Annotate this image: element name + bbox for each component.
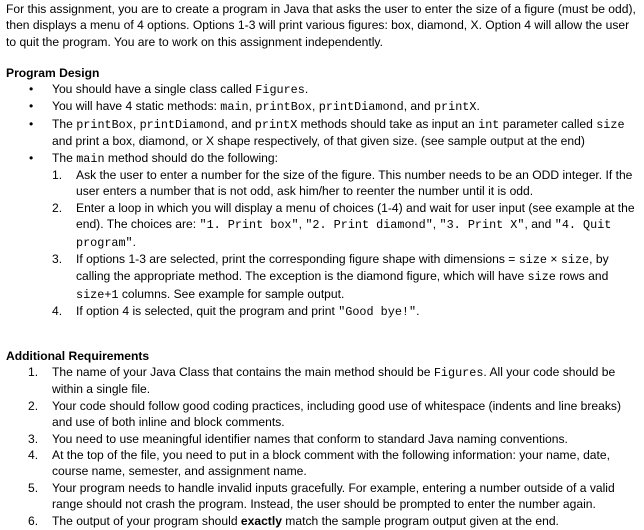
- main-step-3: 3. If options 1-3 are selected, print the corresponding figure shape with dimensions = size × size, by calling the appropriate method. The exception is the diamond figure, which will have size rows and size+1 columns. See example for sample output.: [52, 252, 609, 302]
- design-item-class: • You should have a single class called Figures.: [29, 82, 309, 97]
- requirement-5: 5. Your program needs to handle invalid inputs gracefully. For example, entering a number outside of a valid range should not crash the program. Instead, the user should be prompted to enter the number again.: [28, 480, 615, 512]
- requirement-4: 4. At the top of the file, you need to put in a block comment with the following information: your name, date, course name, semester, and assignment name.: [28, 448, 610, 479]
- bullet-icon: •: [29, 150, 34, 165]
- program-design-heading: Program Design: [6, 66, 100, 80]
- main-step-2: 2. Enter a loop in which you will display a menu of choices (1-4) and wait for user input (see example at the end). The choices are: "1. Print box", "2. Print diamond", "3. Print X", and "4. Quit program".: [52, 200, 635, 250]
- main-steps-list: [52, 167, 640, 321]
- intro-paragraph: For this assignment, you are to create a program in Java that asks the user to enter the size of a figure (must be odd), then displays a menu of 4 options. Options 1-3 will print various figures: box, diamond, X. Option 4 will allow the user to quit the program. You are to work on this assignment independently.: [6, 2, 636, 49]
- requirement-1: 1. The name of your Java Class that contains the main method should be Figures. All your code should be within a single file.: [28, 365, 616, 397]
- additional-requirements-list: [0, 364, 632, 529]
- requirement-2: 2. Your code should follow good coding practices, including good use of whitespace (indents and line breaks) and use of both inline and block comments.: [28, 398, 621, 430]
- requirement-3: 3. You need to use meaningful identifier names that conform to standard Java naming conventions.: [28, 431, 568, 446]
- program-design-list: [0, 81, 640, 321]
- additional-requirements-heading: Additional Requirements: [6, 349, 150, 363]
- bullet-icon: •: [29, 116, 34, 131]
- design-item-parameters: • The printBox, printDiamond, and printX methods should take as input an int parameter called size and print a box, diamond, or X shape respectively, of that given size. (see sample output at the end): [29, 116, 625, 149]
- main-step-1: 1. Ask the user to enter a number for the size of the figure. This number needs to be an ODD integer. If the user enters a number that is not odd, ask him/her to reenter the number until it is odd.: [52, 168, 633, 199]
- main-step-4: 4. If option 4 is selected, quit the program and print "Good bye!".: [52, 304, 420, 320]
- design-item-methods: • You will have 4 static methods: main, printBox, printDiamond, and printX.: [29, 99, 480, 115]
- bullet-icon: •: [29, 99, 34, 114]
- bullet-icon: •: [29, 82, 34, 96]
- requirement-6: 6. The output of your program should exactly match the sample program output given at the end.: [28, 513, 559, 528]
- design-item-main: • The main method should do the following: 1. Ask the user to enter a number for the size of the figure. This number needs to be an ODD integer. If the user enters a number that is not odd, ask him/her to reenter the number until it is odd. 2. Enter a loop in which you will display a menu of choices (1-4) and wait for user input (see example at the end). The choices are: "1. Print box", "2. Print diamond", "3. Print X", and "4. Quit program". 3. If options 1-3 are selected, print the corresponding figure shape with dimensions = size × size, by calling the appropriate method. The exception is the diamond figure, which will have size rows and size+1 columns. See example for sample output. 4. If option 4 is selected, quit the program and print "Good bye!".: [0, 150, 640, 321]
